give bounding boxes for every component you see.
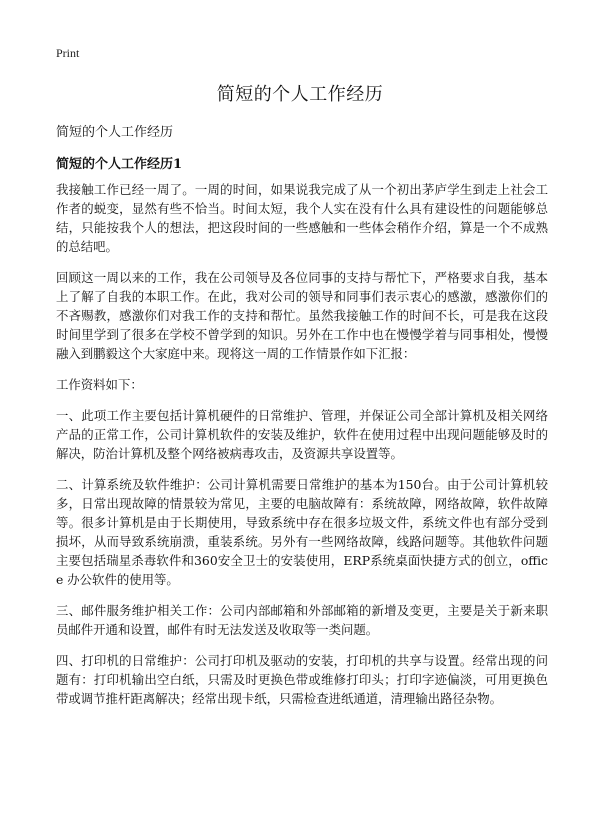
paragraph-item-3: 三、邮件服务维护相关工作：公司内部邮箱和外部邮箱的新增及变更，主要是关于新来职员邮件开通和设置，邮件有时无法发送及收取等一类问题。 (56, 603, 548, 637)
paragraph-review: 回顾这一周以来的工作，我在公司领导及各位同事的支持与帮忙下，严格要求自我，基本上了解了自我的本职工作。在此，我对公司的领导和同事们表示衷心的感激，感激你们的不吝赐教，感激你们对我工作的支持和帮忙。虽然我接触工作的时间不长，可是我在这段时间里学到了很多在学校不曾学到的知识。另外在工作中也在慢慢学着与同事相处，慢慢融入到鹏毅这个大家庭中来。现将这一周的工作情景作如下汇报： (56, 270, 548, 361)
paragraph-item-2: 二、计算系统及软件维护：公司计算机需要日常维护的基本为150台。由于公司计算机较多，日常出现故障的情景较为常见，主要的电脑故障有：系统故障，网络故障，软件故障等。很多计算机是由于长期使用，导致系统中存在很多垃圾文件，系统文件也有部分受到损坏，从而导致系统崩溃，重装系统。另外有一些网络故障，线路问题等。其他软件问题主要包括瑞星杀毒软件和360安全卫士的安装使用，ERP系统桌面快捷方式的创立，office 办公软件的使用等。 (56, 477, 548, 587)
section-heading: 简短的个人工作经历1 (56, 157, 183, 172)
paragraph-intro: 我接触工作已经一周了。一周的时间，如果说我完成了从一个初出茅庐学生到走上社会工作者的蜕变，显然有些不恰当。时间太短，我个人实在没有什么具有建设性的问题能够总结，只能按我个人的想法，把这段时间的一些感触和一些体会稍作介绍，算是一个不成熟的总结吧。 (56, 182, 548, 254)
paragraph-work-content-label: 工作资料如下： (56, 377, 143, 392)
document-title: 简短的个人工作经历 (216, 84, 384, 105)
paragraph-item-1: 一、此项工作主要包括计算机硬件的日常维护、管理，并保证公司全部计算机及相关网络产品的正常工作，公司计算机软件的安装及维护，软件在使用过程中出现问题能够及时的解决，防治计算机及整个网络被病毒攻击，及资源共享设置等。 (56, 408, 548, 461)
document-subtitle: 简短的个人工作经历 (56, 125, 174, 140)
print-link[interactable]: Print (56, 46, 80, 60)
paragraph-item-4: 四、打印机的日常维护：公司打印机及驱动的安装，打印机的共享与设置。经常出现的问题有：打印机输出空白纸，只需及时更换色带或维修打印头；打印字迹偏淡，可用更换色带或调节推杆距离解决；经常出现卡纸，只需检查进纸通道，清理输出路径杂物。 (56, 653, 548, 706)
document-body (56, 180, 548, 720)
